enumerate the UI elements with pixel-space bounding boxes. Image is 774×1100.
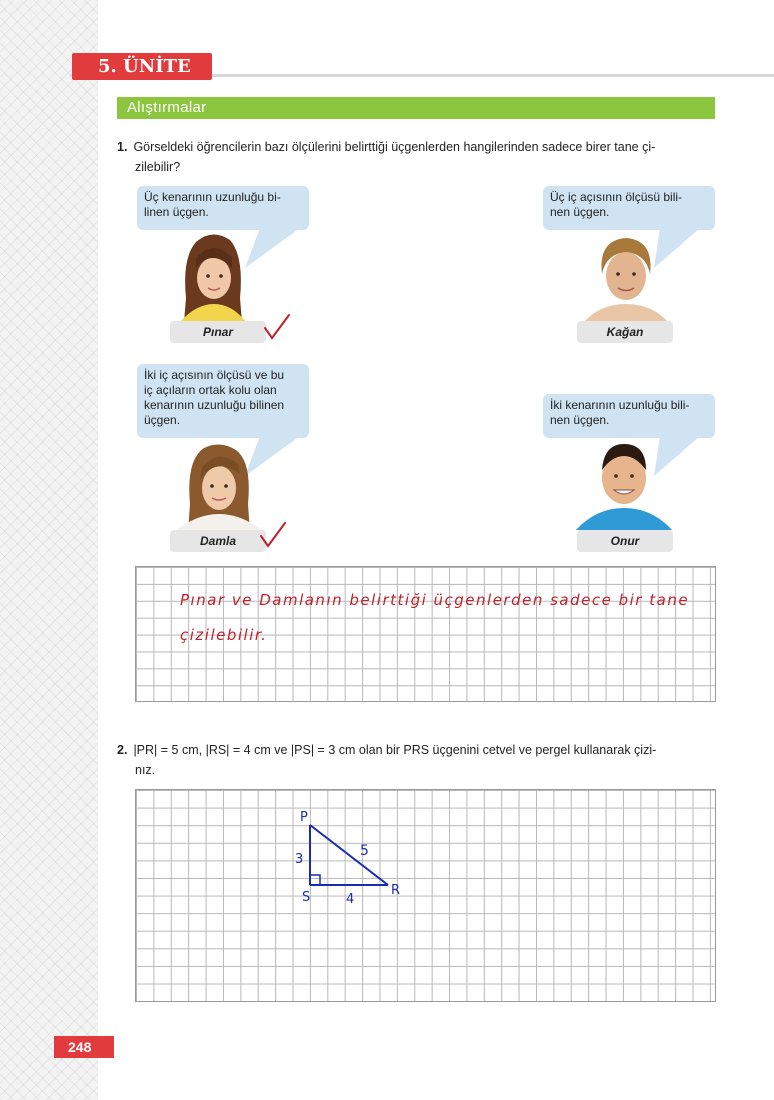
photo-pinar (176, 228, 248, 322)
name-tag-onur: Onur (577, 530, 673, 552)
triangle-prs-drawing (290, 805, 420, 910)
question1-line2: zilebilir? (135, 160, 181, 174)
question1-line1: Görseldeki öğrencilerin bazı ölçülerini belirttiği üçgenlerden hangilerinden sadece birer tane çi- (133, 140, 656, 154)
side-sr-label: 4 (346, 892, 355, 907)
section-title: Alıştırmalar (117, 97, 715, 119)
photo-kagan (584, 230, 668, 322)
side-pr-label: 5 (360, 843, 369, 859)
answer-grid-2[interactable] (135, 789, 716, 1002)
bubble-onur-line2: nen üçgen. (550, 413, 610, 427)
bubble-kagan-line2: nen üçgen. (550, 205, 610, 219)
bubble-pinar-line1: Üç kenarının uzunluğu bi- (144, 190, 281, 204)
bubble-kagan (543, 186, 715, 230)
name-tag-kagan: Kağan (577, 321, 673, 343)
handwritten-answer-line2: çizilebilir. (180, 626, 268, 644)
check-mark-damla-icon (258, 520, 288, 550)
bubble-onur-line1: İki kenarının uzunluğu bili- (550, 398, 690, 412)
photo-damla (174, 440, 264, 532)
question1-number: 1. (117, 140, 128, 154)
handwritten-answer-line1: Pınar ve Damlanın belirttiği üçgenlerden sadece bir tane (180, 591, 690, 609)
question2-line1: |PR| = 5 cm, |RS| = 4 cm ve |PS| = 3 cm olan bir PRS üçgenini cetvel ve pergel kullanarak çizi- (133, 743, 657, 757)
bubble-onur (543, 394, 715, 438)
bubble-damla-line1: İki iç açısının ölçüsü ve bu (144, 368, 285, 382)
page-number: 248 (54, 1036, 114, 1058)
question1-text (117, 137, 717, 177)
bubble-damla (137, 364, 309, 438)
name-tag-pinar: Pınar (170, 321, 266, 343)
bubble-kagan-line1: Üç iç açısının ölçüsü bili- (550, 190, 683, 204)
margin-pattern (0, 0, 98, 1100)
vertex-r-label: R (391, 883, 401, 898)
bubble-pinar-line2: linen üçgen. (144, 205, 209, 219)
vertex-s-label: S (302, 890, 311, 905)
bubble-damla-line4: üçgen. (144, 413, 181, 427)
question2-number: 2. (117, 743, 128, 757)
bubble-damla-line3: kenarının uzunluğu bilinen (144, 398, 285, 412)
bubble-pinar (137, 186, 309, 230)
check-mark-pinar-icon (262, 312, 292, 342)
vertex-p-label: P (300, 810, 308, 825)
question2-text (117, 740, 717, 780)
name-tag-damla: Damla (170, 530, 266, 552)
bubble-damla-line2: iç açıların ortak kolu olan (144, 383, 277, 397)
side-ps-label: 3 (295, 852, 304, 867)
question2-line2: nız. (135, 763, 156, 777)
unit-tag: 5. ÜNİTE (72, 53, 212, 80)
bubble-pinar-tail (240, 228, 310, 272)
photo-onur (576, 440, 672, 530)
